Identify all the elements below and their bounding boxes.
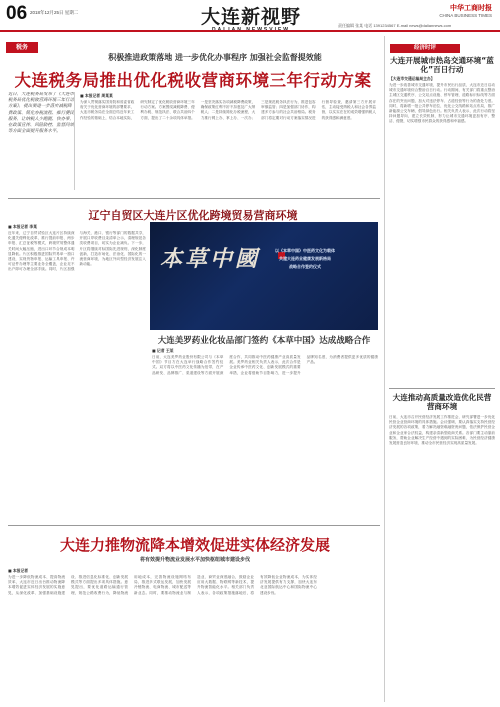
right-column-tag: 经济时评	[390, 44, 460, 53]
section-tag: 税务	[6, 42, 38, 53]
lead-byline: ■ 本报记者 周某某	[80, 93, 113, 98]
bottom-subtitle: 将有效提升物流业发展水平加快枢纽城市建设步伐	[139, 557, 250, 563]
bottom-byline: ■ 本报记者	[8, 568, 29, 573]
paper-name-english: CHINA BUSINESS TIMES	[439, 13, 492, 18]
photo-calligraphy: 本草中國	[160, 246, 261, 272]
bottom-headline: 大连力推物流降本增效促进实体经济发展	[59, 536, 330, 554]
masthead	[176, 2, 326, 33]
column-rule	[384, 36, 385, 702]
photo-story-headline: 大连美罗药业化妆品部门签约《本草中国》达成战略合作	[157, 336, 371, 346]
feature-body: 近年来，辽宁自贸试验区大连片区持续深化通关便利化改革，推行提前申报、两步申报、汇总征税等模式，跨境贸易整体通关时间大幅压缩，进出口环节合规成本明显降低。片区积极推进国际贸易单一窗口建设，实现货物申报、运输工具申报、许可证件办理等主要业务全覆盖，企业足不出户即可办理全部手续。同时，片区加强与海关、港口、银行等部门的数据共享，开展口岸收费目录清单公示，清理规范各类收费项目，切实为企业减负。下一步，片区将继续对标国际先进规则，深化制度创新，打造市场化、法治化、国际化的一流营商环境，为地区外向型经济发展注入新动能。	[8, 231, 146, 272]
photo-banner-line-3: 战略合作签约仪式	[289, 264, 321, 269]
date-line: 2018年12月25日 星期二	[30, 10, 79, 15]
photo-story-byline: ■ 记者 王某	[152, 348, 174, 353]
right-column-divider	[389, 388, 495, 389]
right-column-headline: 大连开展城市热岛交通环境“蓝化”百日行动	[390, 56, 494, 74]
photo-story-body: 日前，大连美罗药业股份有限公司与《本草中国》节目方在大连举行战略合作签约仪式。双方将以中医药文化传播为纽带，在产品研发、品牌推广、渠道建设等方面开展深度合作，共同推动中医药健康产业高质量发展。美罗药业相关负责人表示，此次合作是企业传承中医药文化、创新发展模式的重要举措，企业将借助节目影响力，进一步提升品牌知名度，为消费者提供更多优质的健康产品。	[152, 355, 378, 375]
feature-headline: 辽宁自贸区大连片区优化跨境贸易营商环境	[88, 209, 298, 222]
right-column-subtitle: 【大连市交通运输局主办】	[389, 76, 435, 81]
page-number: 06	[6, 3, 28, 24]
right-column-body-2: 日前，大连市召开民营经济发展工作推进会，研究部署进一步优化民营企业营商环境的具体措施。会议强调，要认真落实支持民营经济发展的各项政策，着力解决融资难融资贵问题，依法保护民营企业和企业家合法权益，构建亲清新型政商关系。各部门要主动靠前服务，帮助企业解决生产经营中遇到的实际困难，为民营经济健康发展营造良好环境，推动全市民营经济实现高质量发展。	[389, 415, 495, 446]
paper-name: 中华工商时报	[450, 4, 492, 12]
feature-byline: ■ 本报记者 李某	[8, 224, 38, 229]
lead-body: 为深入贯彻落实国务院和省委省政府关于优化营商环境的部署要求，大连市税务局在全面总结近年来工作经验的基础上，结合本地实际，研究制定了优化税收营商环境三年行动方案。方案围绕减税降费、便利办税、规范执法、联合共治四个方面，提出了二十余项具体举措。一是坚决落实各项减税降费政策，确保政策红利不折不扣惠及广大纳税人；二是持续简化办税流程，大力推行网上办、掌上办、一次办；三是规范税务执法行为，推进包容审慎监管；四是加强部门协作，构建多方参与的社会共治格局。税务部门将定期对行动方案落实情况进行督导检查，邀请第三方开展评估，主动接受纳税人和社会各界监督，以实实在在的成效增强纳税人的获得感和满意度。	[80, 100, 376, 120]
bottom-body: 为进一步降低物流成本、提高物流效率，大连市近日出台推动物流降本增效促进实体经济发展的实施意见，从深化改革、加强基础设施建设、推进信息化标准化、创新发展模式等方面提出多项具体措施。意见提出，要优化道路运输通行管理，规范公路收费行为，降低物流用地成本，完善物流设施网络布局，推进多式联运发展，加快发展冷链物流、电商物流、城市配送等新业态。同时，要推动物流业与制造业、商贸业深度融合，鼓励企业应用大数据、物联网等新技术，提升物流智能化水平。相关部门负责人表示，各项政策措施落地后，将有效降低企业物流成本，为实体经济发展提供有力支撑，加快大连东北亚国际航运中心和国际物流中心建设步伐。	[8, 575, 317, 595]
masthead-title: 大连新视野	[200, 6, 301, 28]
photo-banner-line-1: 以《本草中国》中医药文化为载体	[275, 248, 335, 253]
right-column-headline-2: 大连推动高质量改造优化民营营商环境	[392, 393, 492, 411]
lead-headline: 大连税务局推出优化税收营商环境三年行动方案	[14, 71, 372, 90]
section-divider-2	[8, 525, 380, 526]
lead-subtitle: 积极推进政策落地 进一步优化办事程序 加强社会监督提效能	[108, 53, 322, 62]
event-photo	[150, 222, 378, 330]
header-rule	[0, 30, 500, 32]
lead-intro: 近日，大连税务局发布了《大连市税务局优化税收营商环境三年行动方案》，提出要进一步落实减税降费政策、简化办税流程、推行便民服务，让纳税人少跑腿、快办事，在政策宣传、风险防控、监督问效等方面全面提升服务水平。	[8, 92, 75, 190]
photo-banner-line-2: 共建大连药业健康发展新格局	[279, 256, 331, 261]
contact-line: 责任编辑 张某 电话 1391234567 E-mail news@daliannews.com	[338, 23, 452, 28]
right-column-body: 为进一步改善城市交通环境，提升市民出行品质，大连市近日启动城市交通环境综合整治百日行动。行动期间，有关部门将重点整治主城区交通秩序、公交站点设施、停车管理、道路标识标线等方面存在的突出问题，加大对违法停车、占道经营等行为的查处力度。同时，将新增一批公共停车泊位，优化公交线路和站点布局，推广新能源公交车辆，倡导绿色出行。相关负责人表示，此次行动将坚持问题导向，建立长效机制，努力让城市交通环境更加有序、整洁、便捷，切实增强市民群众的获得感和幸福感。	[389, 83, 495, 124]
section-divider	[8, 198, 380, 199]
